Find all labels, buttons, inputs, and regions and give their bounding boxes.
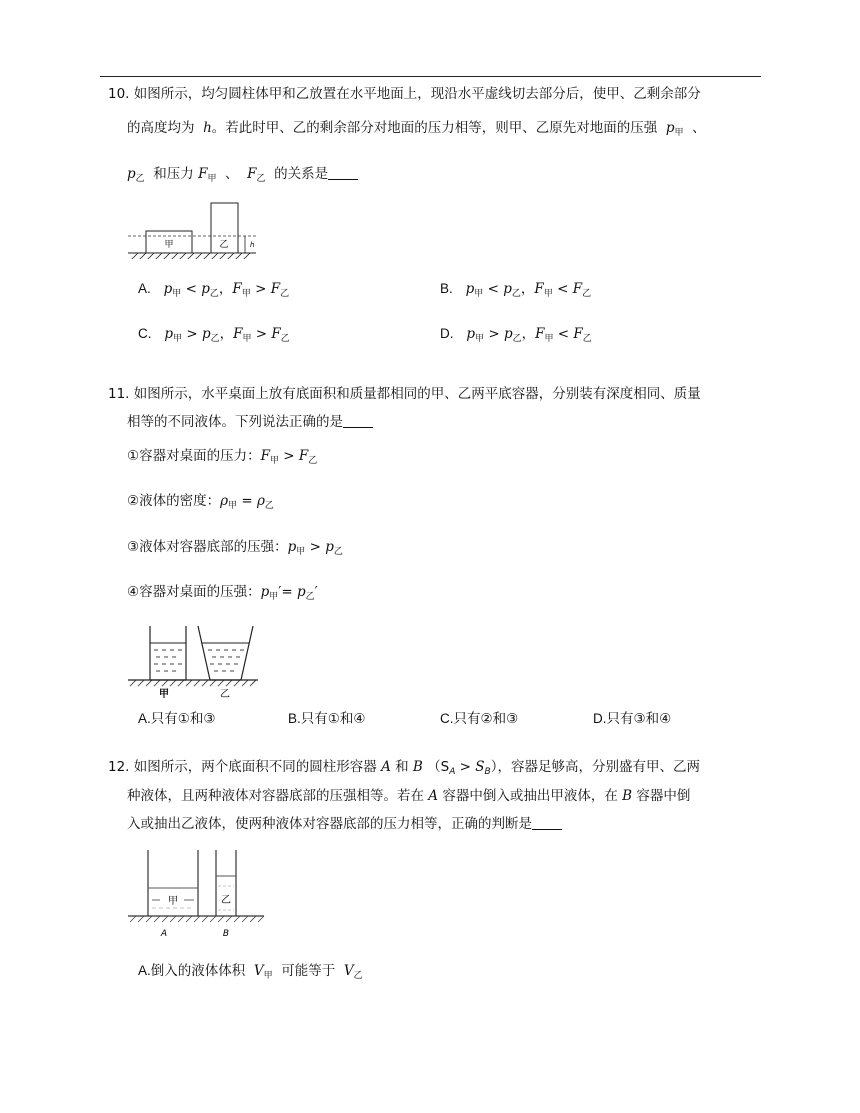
q11-statement-1: ①容器对桌面的压力：$F_甲 > F_乙$: [127, 448, 318, 466]
q11-line2: 相等的不同液体。下列说法正确的是: [127, 412, 373, 432]
q10-fig-label-jia: 甲: [164, 240, 174, 250]
q11-option-d[interactable]: D.只有③和④: [593, 711, 672, 727]
answer-blank[interactable]: [343, 413, 373, 428]
answer-blank[interactable]: [328, 165, 358, 180]
q12-option-a[interactable]: A.倒入的液体体积 $V_甲$ 可能等于 $V_乙$: [138, 963, 363, 981]
q12-fig-label-yi: 乙: [221, 895, 231, 906]
q12-fig-label-jia: 甲: [168, 896, 178, 907]
q11-statement-2: ②液体的密度：$\rho_甲 = \rho_乙$: [127, 493, 274, 511]
q10-figure: [128, 198, 258, 260]
q10-fig-label-yi: 乙: [219, 240, 229, 250]
q10-option-d[interactable]: D. $p_甲 > p_乙$，$F_甲 < F_乙$: [440, 326, 592, 344]
q12-line1: 12. 如图所示，两个底面积不同的圆柱形容器 A 和 B $(S_A > S_B)$，容器足够高，分别盛有甲、乙两: [108, 759, 700, 777]
q12-line2: 种液体，且两种液体对容器底部的压强相等。若在 A 容器中倒入或抽出甲液体，在 B 容器中倒: [127, 788, 691, 804]
q10-option-b[interactable]: B. $p_甲 < p_乙$，$F_甲 < F_乙$: [440, 281, 592, 299]
q11-option-b[interactable]: B.只有①和④: [288, 711, 366, 727]
q12-fig-label-b: B: [222, 929, 230, 939]
q11-figure: [128, 622, 260, 700]
q12-figure: [128, 848, 268, 940]
q11-option-c[interactable]: C.只有②和③: [440, 711, 519, 727]
q10-option-a[interactable]: A. $p_甲 < p_乙$，$F_甲 > F_乙$: [138, 281, 290, 299]
q10-option-c[interactable]: C. $p_甲 > p_乙$，$F_甲 > F_乙$: [138, 326, 290, 344]
q11-statement-3: ③液体对容器底部的压强：$p_甲 > p_乙$: [127, 539, 343, 557]
q12-fig-label-a: A: [160, 929, 168, 939]
q10-line1: 10. 如图所示，均匀圆柱体甲和乙放置在水平地面上，现沿水平虚线切去部分后，使甲、乙剩余部分: [108, 86, 701, 102]
q10-line2: 的高度均为 h。若此时甲、乙的剩余部分对地面的压力相等，则甲、乙原先对地面的压强 $p_甲$ 、: [127, 120, 706, 138]
q10-line3: $p_乙$ 和压力 $F_甲$ 、 $F_乙$ 的关系是: [127, 164, 358, 189]
q11-fig-label-jia: 甲: [159, 689, 169, 700]
q11-option-a[interactable]: A.只有①和③: [138, 711, 216, 727]
header-rule: [100, 76, 761, 77]
q11-line1: 11. 如图所示，水平桌面上放有底面积和质量都相同的甲、乙两平底容器，分别装有深度相同、质量: [108, 386, 701, 402]
q12-line3: 入或抽出乙液体，使两种液体对容器底部的压力相等，正确的判断是: [127, 814, 562, 834]
q11-statement-4: ④容器对桌面的压强：$p_甲'= p_乙'$: [127, 584, 318, 602]
q10-fig-label-h: h: [250, 241, 255, 249]
q11-fig-label-yi: 乙: [220, 689, 230, 700]
answer-blank[interactable]: [532, 815, 562, 830]
